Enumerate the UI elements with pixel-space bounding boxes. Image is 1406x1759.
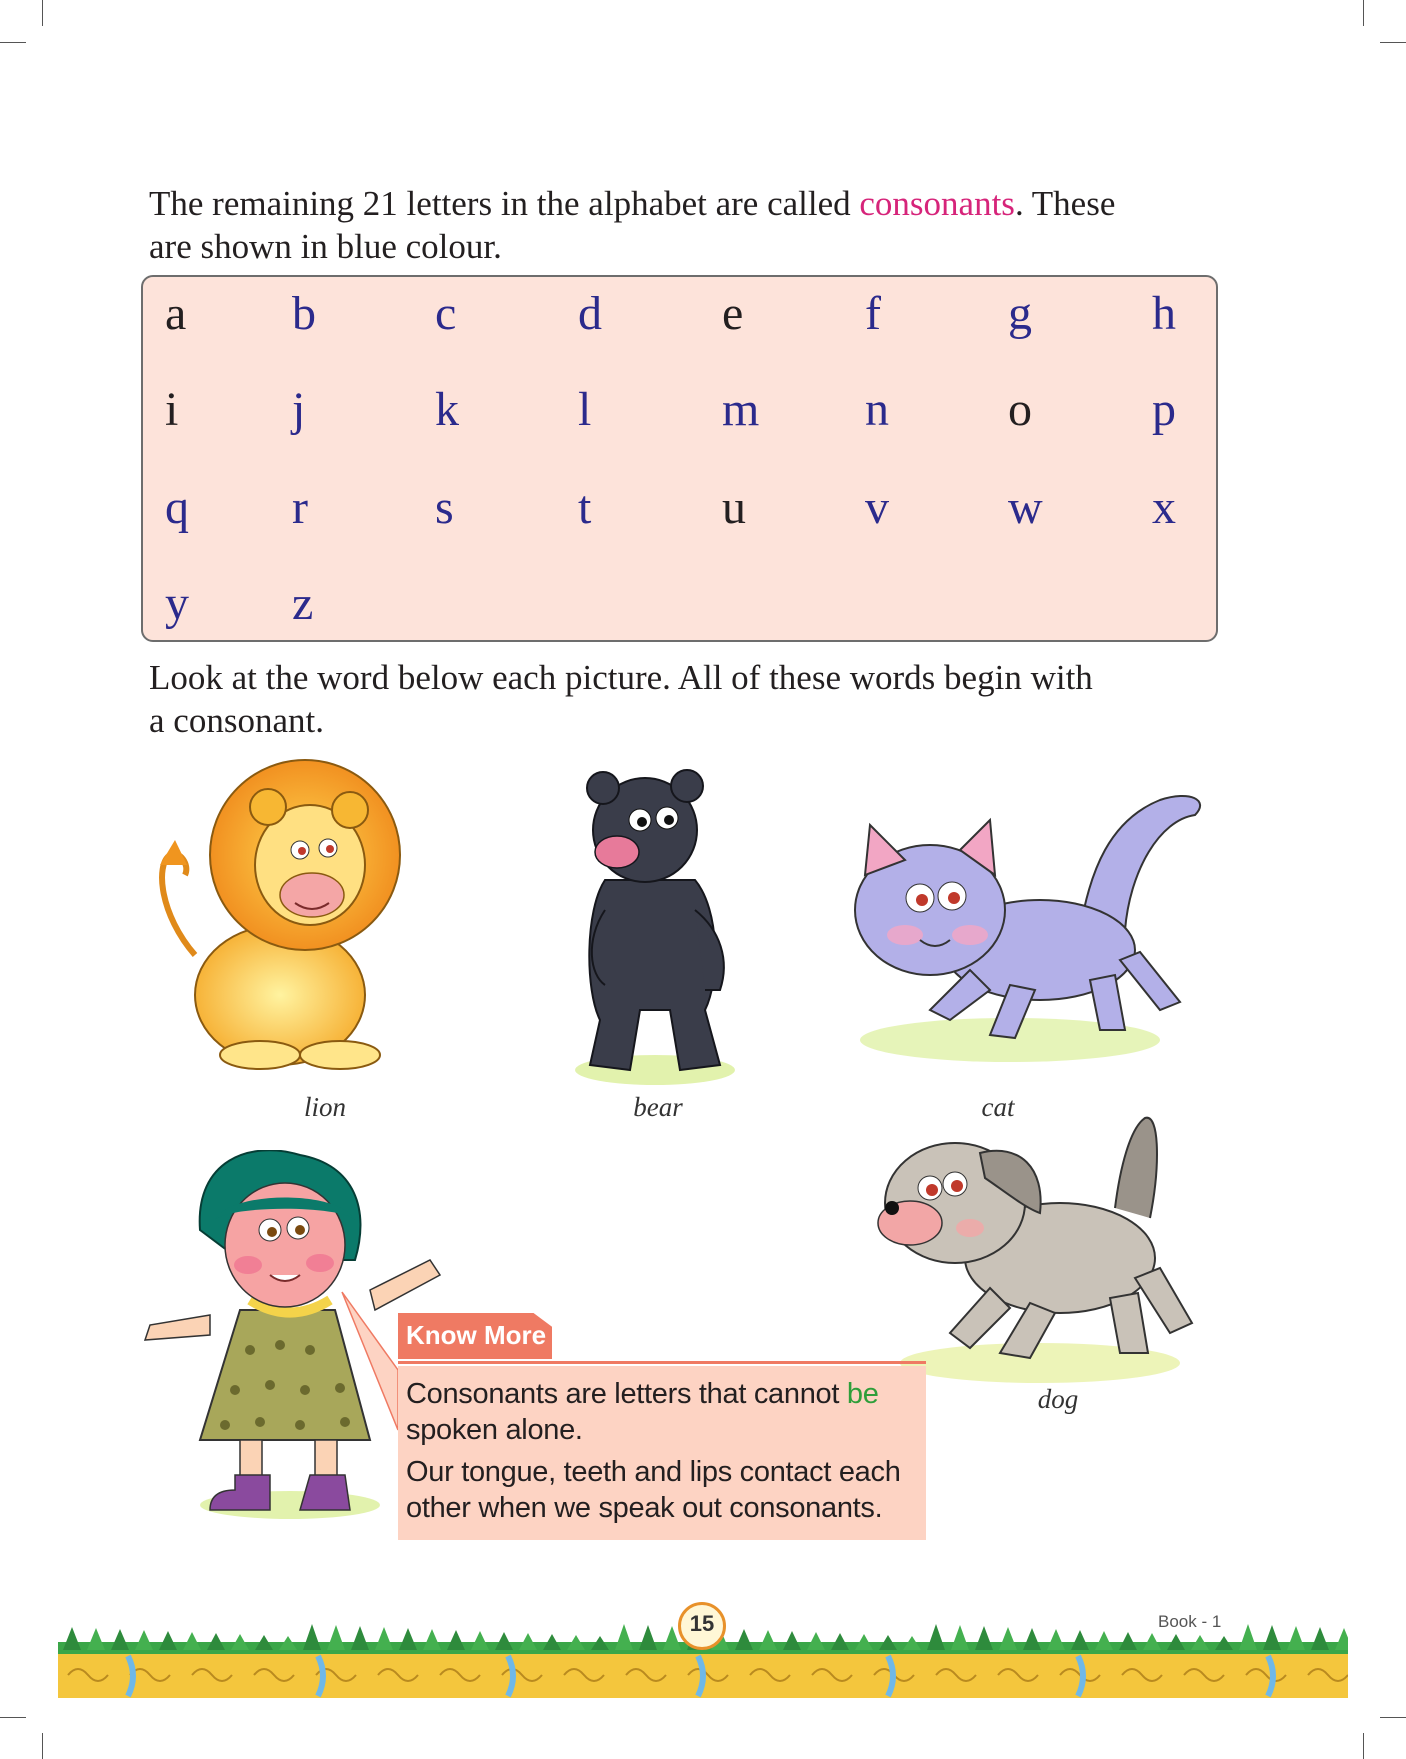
intro-text-before: The remaining 21 letters in the alphabet are called [149, 184, 860, 223]
alphabet-letter-o: o [1008, 383, 1032, 436]
crop-mark [1380, 42, 1406, 43]
alphabet-letter-e: e [722, 287, 744, 340]
alphabet-letter-f: f [865, 287, 881, 340]
crop-mark [0, 1717, 26, 1718]
crop-mark [0, 42, 26, 43]
alphabet-letter-b: b [292, 287, 316, 340]
alphabet-letter-z: z [292, 577, 314, 630]
crop-mark [1380, 1717, 1406, 1718]
alphabet-letter-q: q [165, 481, 189, 534]
page-number: 15 [689, 1611, 715, 1636]
know-more-title: Know More [406, 1320, 547, 1350]
know-more-line-2: spoken alone. [406, 1414, 583, 1446]
consonants-highlight: consonants [859, 184, 1015, 223]
crop-mark [42, 0, 43, 26]
bear-caption: bear [633, 1092, 683, 1122]
lion-illustration [150, 755, 450, 1075]
alphabet-letter-y: y [165, 577, 189, 630]
alphabet-letter-r: r [292, 481, 308, 534]
cat-illustration [840, 780, 1220, 1070]
lion-caption: lion [303, 1092, 346, 1122]
crop-mark [1363, 1733, 1364, 1759]
intro-paragraph [149, 182, 1115, 268]
know-more-line-3: Our tongue, teeth and lips contact each [406, 1456, 901, 1488]
alphabet-letter-t: t [578, 481, 592, 534]
alphabet-letter-m: m [722, 383, 760, 436]
alphabet-letter-s: s [435, 481, 454, 534]
alphabet-letter-x: x [1152, 481, 1176, 534]
crop-mark [1363, 0, 1364, 26]
dog-caption: dog [1037, 1384, 1079, 1414]
alphabet-letter-a: a [165, 287, 187, 340]
alphabet-letter-p: p [1152, 383, 1176, 436]
alphabet-letter-c: c [435, 287, 457, 340]
alphabet-letter-g: g [1008, 287, 1032, 340]
crop-mark [42, 1733, 43, 1759]
know-more-line-1 [406, 1376, 879, 1412]
bear-illustration [545, 760, 765, 1095]
know-more-highlight: be [846, 1378, 879, 1410]
intro-line-2: are shown in blue colour. [149, 227, 502, 266]
alphabet-letter-v: v [865, 481, 889, 534]
alphabet-letter-j: j [292, 383, 306, 436]
instruction-line-2: a consonant. [149, 701, 324, 740]
cat-caption: cat [981, 1092, 1015, 1122]
know-more-line-4: other when we speak out consonants. [406, 1492, 883, 1524]
book-label: Book - 1 [1158, 1612, 1222, 1631]
alphabet-letter-d: d [578, 287, 602, 340]
intro-text-after: . These [1014, 184, 1116, 223]
dog-illustration [870, 1108, 1200, 1388]
instruction-paragraph [149, 656, 1093, 742]
know-more-line-1-text: Consonants are letters that cannot [406, 1378, 847, 1410]
alphabet-letter-w: w [1008, 481, 1043, 534]
alphabet-letter-l: l [578, 383, 592, 436]
alphabet-letter-i: i [165, 383, 179, 436]
alphabet-letter-u: u [722, 481, 746, 534]
know-more-divider [398, 1361, 926, 1364]
instruction-line-1: Look at the word below each picture. All of these words begin with [149, 658, 1093, 697]
alphabet-letter-n: n [865, 383, 889, 436]
alphabet-letter-k: k [435, 383, 459, 436]
alphabet-letter-h: h [1152, 287, 1176, 340]
